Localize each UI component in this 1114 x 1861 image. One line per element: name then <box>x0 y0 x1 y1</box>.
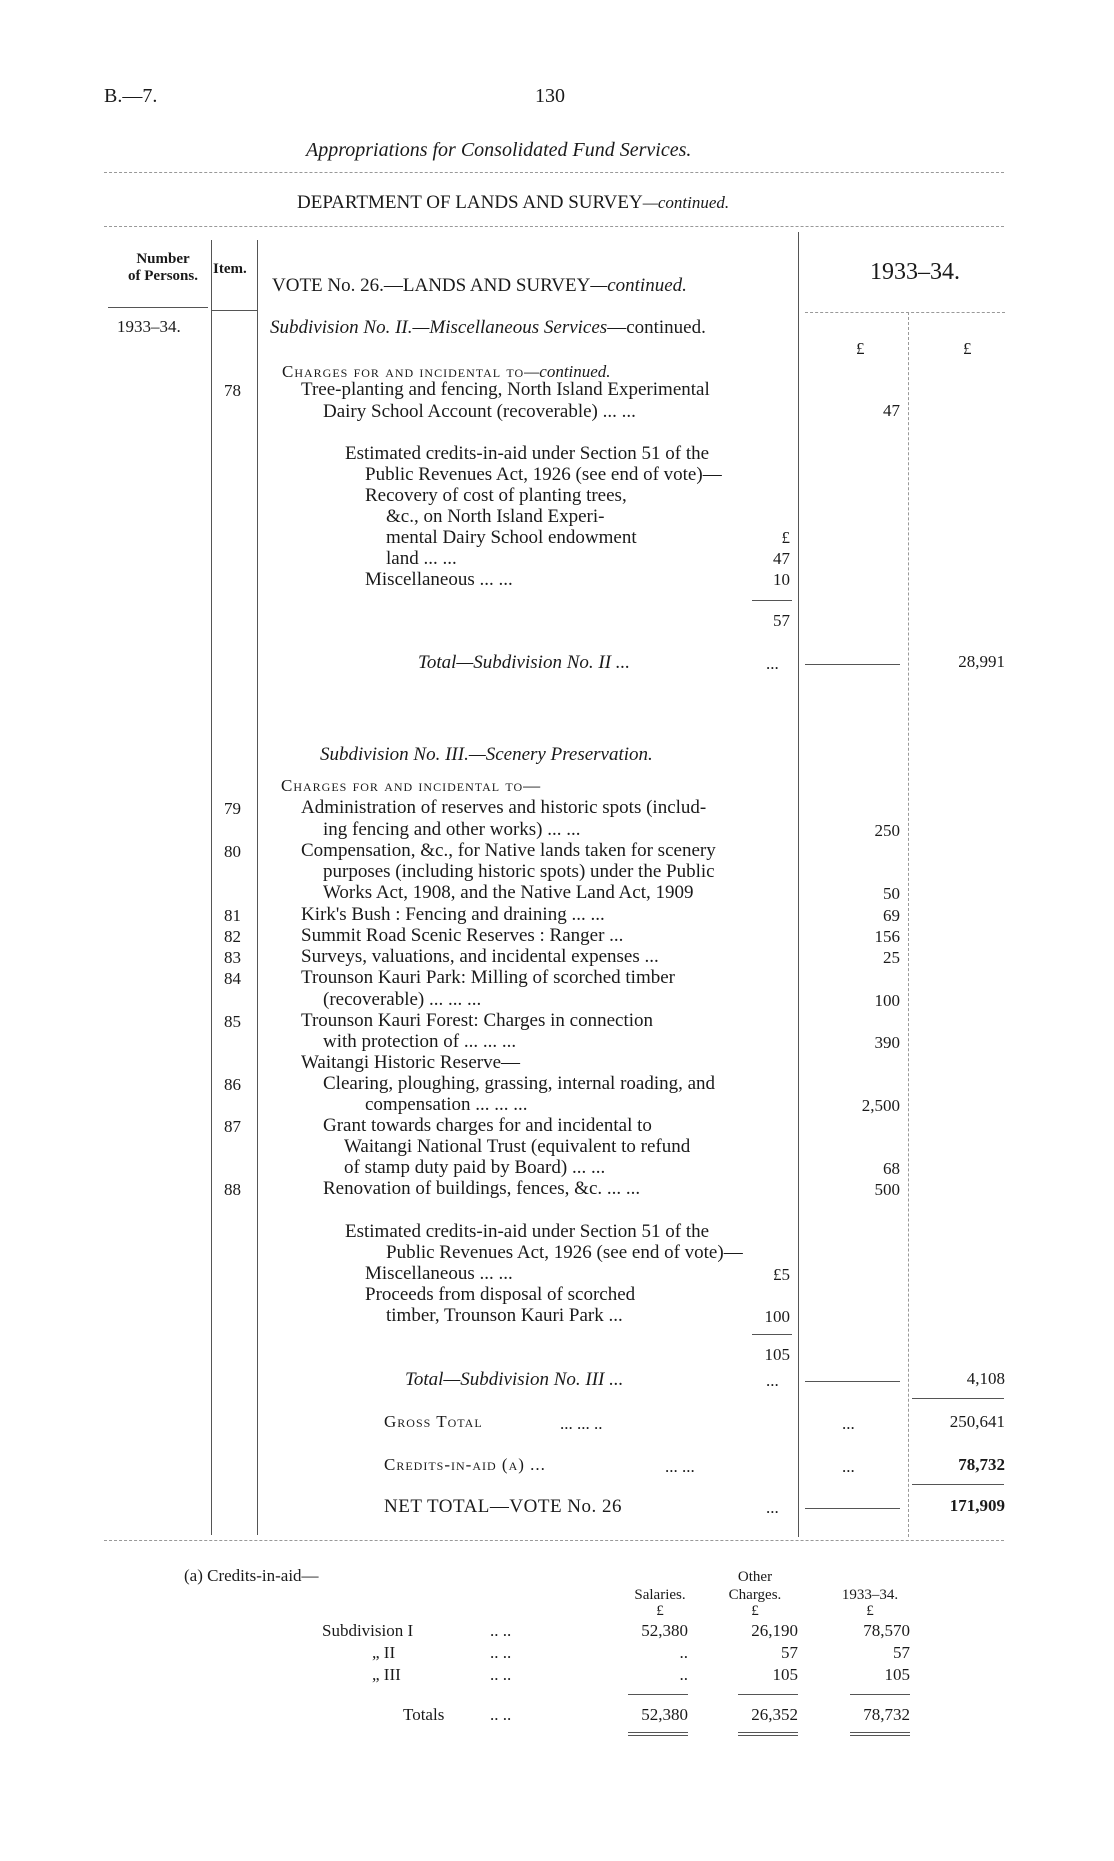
subdiv3-total-label: Total—Subdivision No. III ... <box>405 1369 624 1390</box>
subdiv3-heading: Subdivision No. III.—Scenery Preservation. <box>320 744 653 765</box>
item-description: purposes (including historic spots) under the Public <box>323 861 715 882</box>
subdiv2-charges-heading <box>282 363 611 380</box>
item-description: Surveys, valuations, and incidental expenses ... <box>301 946 659 967</box>
gross-total-dots: ... ... .. <box>560 1414 603 1433</box>
subdiv2-total-value: 28,991 <box>958 652 1005 671</box>
item-amount: 25 <box>883 948 900 967</box>
item-amount: 50 <box>883 884 900 903</box>
pound-sign-amount: £ <box>856 339 865 358</box>
item-description: Trounson Kauri Park: Milling of scorched timber <box>301 967 675 988</box>
footnote-pound: £ <box>751 1603 759 1619</box>
net-rule <box>912 1484 1004 1485</box>
col-head-number: Number <box>136 251 190 267</box>
col-head-persons: of Persons. <box>128 268 198 284</box>
item-amount: 68 <box>883 1159 900 1178</box>
credits-sum: 57 <box>773 611 790 630</box>
subdiv2-total-dots: ... <box>766 654 779 673</box>
gross-rule <box>912 1398 1004 1399</box>
item-number: 86 <box>224 1075 241 1094</box>
department-rule <box>104 226 1004 227</box>
item-amount: 500 <box>874 1180 900 1199</box>
vote-title: VOTE No. 26.—LANDS AND SURVEY <box>272 275 591 296</box>
col-head-vote <box>272 276 687 295</box>
footnote-double-rule <box>738 1732 798 1736</box>
footnote-head-other1: Other <box>737 1569 773 1585</box>
net-total-dots: ... <box>766 1498 779 1517</box>
footnote-year: 78,570 <box>863 1621 910 1640</box>
item-col-rule <box>257 240 258 1535</box>
persons-year: 1933–34. <box>117 317 181 336</box>
footnote-totals-salaries: 52,380 <box>641 1705 688 1724</box>
subdiv2-heading <box>270 318 706 337</box>
item-amount: 69 <box>883 906 900 925</box>
item-description: with protection of ... ... ... <box>323 1031 517 1052</box>
credits-text: Proceeds from disposal of scorched <box>365 1284 636 1305</box>
waitangi-heading: Waitangi Historic Reserve— <box>301 1052 521 1073</box>
credits-text: Public Revenues Act, 1926 (see end of vote)— <box>386 1242 743 1263</box>
persons-col-rule <box>211 240 212 1535</box>
item-description: Works Act, 1908, and the Native Land Act, 1909 <box>323 882 694 903</box>
col-head-item: Item. <box>213 261 247 277</box>
credits-text: &c., on North Island Experi- <box>386 506 605 527</box>
footnote-double-rule <box>628 1732 688 1736</box>
department-continued: —continued. <box>642 193 730 212</box>
footnote-row-label: „ II <box>372 1643 396 1662</box>
credits-in-aid-dots-amount: ... <box>842 1457 855 1476</box>
credits-text: Miscellaneous ... ... <box>365 569 513 590</box>
charges-label: Charges for and incidental to <box>282 362 525 381</box>
credits-text: Public Revenues Act, 1926 (see end of vote)— <box>365 464 722 485</box>
footnote-other: 26,190 <box>751 1621 798 1640</box>
year-head-rule <box>805 312 1005 313</box>
credits-value: £5 <box>773 1265 790 1284</box>
credits-value: 10 <box>773 570 790 589</box>
footnote-head-salaries: Salaries. <box>634 1587 686 1603</box>
credits-text: mental Dairy School endowment <box>386 527 637 548</box>
total-col-rule <box>908 312 909 1537</box>
item-description: Grant towards charges for and incidental to <box>323 1115 652 1136</box>
document-ref: B.—7. <box>104 85 158 107</box>
pound-sign-total: £ <box>963 339 972 358</box>
table-bottom-rule <box>104 1540 1004 1541</box>
col-head-year: 1933–34. <box>870 259 960 285</box>
credits-in-aid-value: 78,732 <box>958 1455 1005 1474</box>
item-description: (recoverable) ... ... ... <box>323 989 482 1010</box>
item-description: compensation ... ... ... <box>365 1094 528 1115</box>
item-number: 84 <box>224 969 241 988</box>
item-number: 83 <box>224 948 241 967</box>
net-amount-dash <box>805 1508 900 1509</box>
department-name: DEPARTMENT OF LANDS AND SURVEY <box>297 192 643 213</box>
vote-continued: —continued. <box>590 275 687 296</box>
subdiv2-title: Subdivision No. II.—Miscellaneous Services <box>270 317 608 338</box>
credits-sum-rule <box>752 1334 792 1335</box>
item-amount: 156 <box>874 927 900 946</box>
item-description: Trounson Kauri Forest: Charges in connection <box>301 1010 654 1031</box>
subdiv3-amount-dash <box>805 1381 900 1382</box>
item-description: of stamp duty paid by Board) ... ... <box>344 1157 606 1178</box>
item-amount: 250 <box>874 821 900 840</box>
subdiv2-continued: —continued. <box>607 317 706 338</box>
item-number: 88 <box>224 1180 241 1199</box>
department-heading <box>297 193 729 212</box>
footnote-head-year: 1933–34. <box>841 1587 899 1603</box>
footnote-row-label: Subdivision I <box>322 1621 414 1640</box>
item-amount: 2,500 <box>861 1096 900 1115</box>
item-description: ing fencing and other works) ... ... <box>323 819 581 840</box>
subdiv3-total-dots: ... <box>766 1371 779 1390</box>
footnote-pound: £ <box>656 1603 664 1619</box>
credits-text: land ... ... <box>386 548 457 569</box>
footnote-row-dots: .. .. <box>490 1621 512 1640</box>
item-number: 87 <box>224 1117 241 1136</box>
footnote-sum-rule <box>628 1694 688 1695</box>
footnote-sum-rule <box>738 1694 798 1695</box>
footnote-other: 57 <box>781 1643 798 1662</box>
footnote-totals-year: 78,732 <box>863 1705 910 1724</box>
subdiv2-amount-dash <box>805 664 900 665</box>
footnote-totals-label: Totals <box>403 1705 445 1724</box>
credits-text: Estimated credits-in-aid under Section 51 of the <box>345 1221 710 1242</box>
footnote-pound: £ <box>866 1603 874 1619</box>
footnote-row-dots: .. .. <box>490 1665 512 1684</box>
item-description: Tree-planting and fencing, North Island Experimental <box>301 379 710 400</box>
item-description: Dairy School Account (recoverable) ... ... <box>323 401 636 422</box>
footnote-year: 105 <box>884 1665 910 1684</box>
gross-total-dots-amount: ... <box>842 1414 855 1433</box>
credits-text: Recovery of cost of planting trees, <box>365 485 627 506</box>
item-number: 79 <box>224 799 241 818</box>
footnote-other: 105 <box>772 1665 798 1684</box>
item-amount: 47 <box>883 401 900 420</box>
subdiv3-total-value: 4,108 <box>966 1369 1005 1388</box>
page-number: 130 <box>535 85 565 107</box>
credits-value: 100 <box>764 1307 790 1326</box>
footnote-row-dots: .. .. <box>490 1643 512 1662</box>
item-head-rule <box>212 310 257 311</box>
charges-continued: —continued. <box>524 362 611 381</box>
gross-total-label: Gross Total <box>384 1412 483 1431</box>
footnote-label: (a) Credits-in-aid— <box>184 1566 319 1585</box>
item-description: Compensation, &c., for Native lands taken for scenery <box>301 840 716 861</box>
footnote-double-rule <box>850 1732 910 1736</box>
credits-text: Miscellaneous ... ... <box>365 1263 513 1284</box>
footnote-head-other2: Charges. <box>728 1587 782 1603</box>
item-description: Renovation of buildings, fences, &c. ... ... <box>323 1178 641 1199</box>
credits-value: 47 <box>773 549 790 568</box>
persons-head-rule <box>108 307 208 308</box>
item-number: 81 <box>224 906 241 925</box>
subdiv2-total-label: Total—Subdivision No. II ... <box>418 652 631 673</box>
item-number: 82 <box>224 927 241 946</box>
credits-text: Estimated credits-in-aid under Section 51 of the <box>345 443 710 464</box>
item-description: Summit Road Scenic Reserves : Ranger ... <box>301 925 624 946</box>
item-number: 85 <box>224 1012 241 1031</box>
title-rule <box>104 172 1004 173</box>
credits-text: timber, Trounson Kauri Park ... <box>386 1305 623 1326</box>
net-total-value: 171,909 <box>949 1496 1005 1515</box>
credits-sum: 105 <box>764 1345 790 1364</box>
gross-total-value: 250,641 <box>949 1412 1005 1431</box>
item-description: Kirk's Bush : Fencing and draining ... ... <box>301 904 605 925</box>
net-total-label: NET TOTAL—VOTE No. 26 <box>384 1496 623 1517</box>
footnote-salaries: .. <box>679 1643 688 1662</box>
footnote-row-label: „ III <box>372 1665 401 1684</box>
page-title: Appropriations for Consolidated Fund Services. <box>306 139 692 161</box>
item-amount: 390 <box>874 1033 900 1052</box>
credits-pound: £ <box>781 528 790 547</box>
footnote-totals-other: 26,352 <box>751 1705 798 1724</box>
footnote-salaries: .. <box>679 1665 688 1684</box>
footnote-totals-dots: .. .. <box>490 1705 512 1724</box>
credits-sum-rule <box>752 600 792 601</box>
item-description: Administration of reserves and historic spots (includ- <box>301 797 707 818</box>
footnote-year: 57 <box>893 1643 910 1662</box>
footnote-sum-rule <box>850 1694 910 1695</box>
item-description: Waitangi National Trust (equivalent to refund <box>344 1136 691 1157</box>
item-description: Clearing, ploughing, grassing, internal roading, and <box>323 1073 716 1094</box>
credits-in-aid-label: Credits-in-aid (a) ... <box>384 1455 546 1474</box>
subdiv3-charges-heading: Charges for and incidental to— <box>281 776 542 795</box>
item-amount: 100 <box>874 991 900 1010</box>
item-number: 78 <box>224 381 241 400</box>
credits-in-aid-dots: ... ... <box>665 1457 695 1476</box>
item-number: 80 <box>224 842 241 861</box>
footnote-salaries: 52,380 <box>641 1621 688 1640</box>
amount-col-rule <box>798 232 799 1537</box>
